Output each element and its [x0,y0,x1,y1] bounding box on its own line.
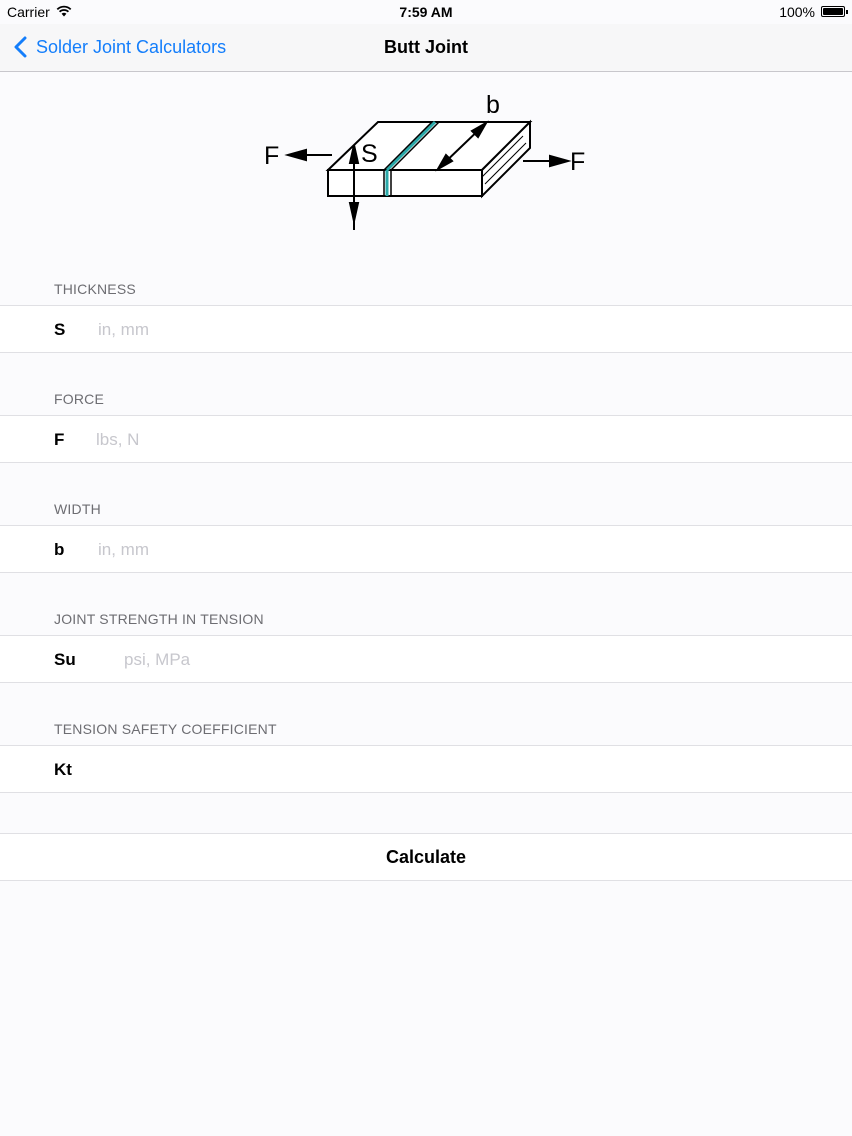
back-button-label: Solder Joint Calculators [36,36,227,57]
section-header-safety-coefficient: TENSION SAFETY COEFFICIENT [54,721,277,737]
navigation-bar [0,24,852,72]
width-label: b [54,540,65,559]
butt-joint-diagram [250,85,600,240]
safety-coefficient-row [0,745,852,793]
width-row [0,525,852,573]
force-input[interactable] [94,426,698,454]
carrier-label: Carrier [7,4,50,20]
thickness-input[interactable] [96,316,700,344]
section-header-width: WIDTH [54,501,101,517]
section-header-force: FORCE [54,391,104,407]
calculate-row [0,833,852,881]
status-time: 7:59 AM [399,4,453,20]
joint-strength-row [0,635,852,683]
diagram-label-f-left: F [264,142,280,170]
thickness-row [0,305,852,353]
safety-coefficient-label: Kt [54,760,72,779]
width-input[interactable] [96,536,700,564]
diagram-label-s: S [361,140,378,168]
force-row [0,415,852,463]
diagram-label-f-right: F [570,148,586,176]
joint-strength-label: Su [54,650,76,669]
safety-coefficient-output [100,756,704,784]
section-header-joint-strength: JOINT STRENGTH IN TENSION [54,611,264,627]
status-bar [0,0,852,24]
joint-strength-input[interactable] [122,646,726,674]
page-title: Butt Joint [384,37,468,57]
battery-percent: 100% [779,4,815,20]
battery-icon [821,6,845,17]
thickness-label: S [54,320,66,339]
calculate-button[interactable]: Calculate [0,834,852,880]
diagram-label-b: b [486,91,500,119]
section-header-thickness: THICKNESS [54,281,136,297]
force-label: F [54,430,65,449]
